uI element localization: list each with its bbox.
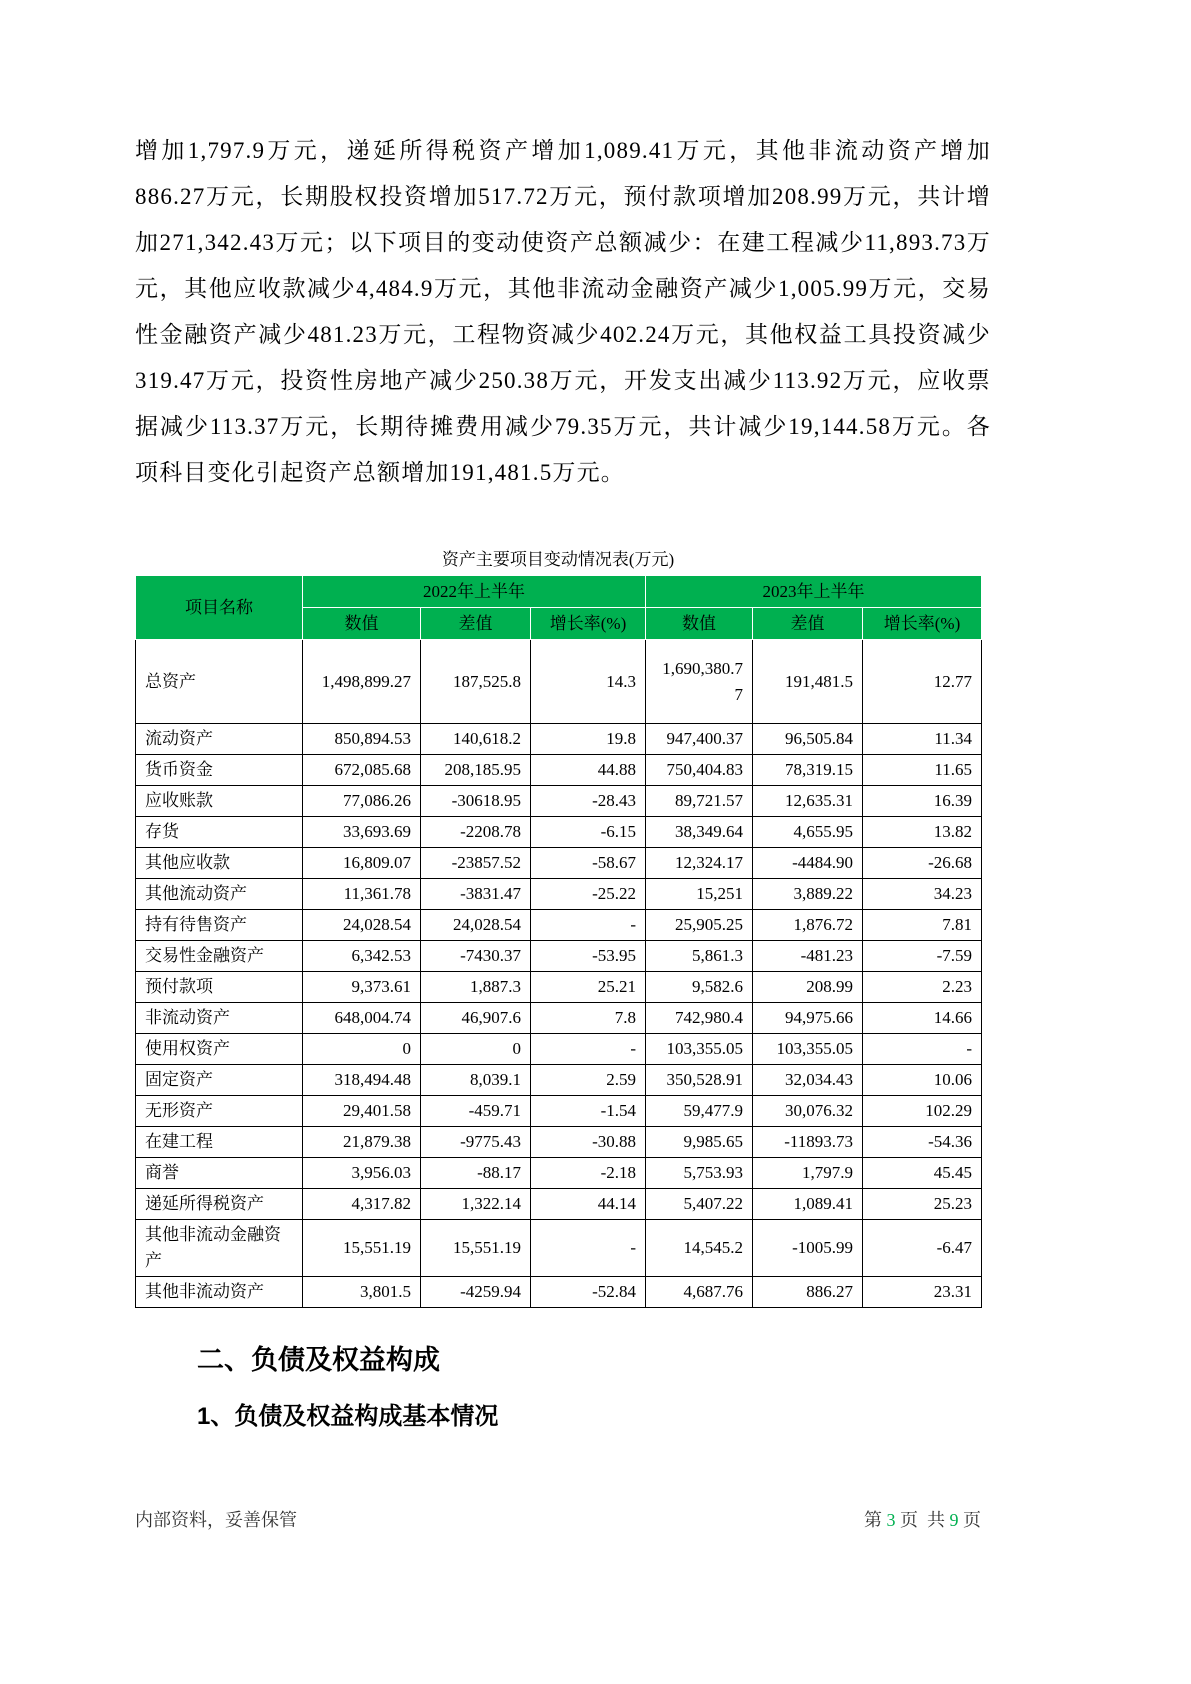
cell-value: 25,905.25 <box>646 910 753 941</box>
subsection-heading: 1、负债及权益构成基本情况 <box>197 1403 499 1430</box>
table-row <box>136 1277 982 1308</box>
cell-value: 648,004.74 <box>303 1003 421 1034</box>
cell-value: 14.3 <box>531 640 646 724</box>
cell-value: 742,980.4 <box>646 1003 753 1034</box>
page-number: 3 <box>886 1510 896 1530</box>
cell-value: 1,089.41 <box>753 1189 863 1220</box>
cell-value: 3,801.5 <box>303 1277 421 1308</box>
table-header <box>136 576 982 640</box>
cell-value: 9,582.6 <box>646 972 753 1003</box>
cell-value: -6.47 <box>863 1220 982 1277</box>
row-label: 其他非流动金融资产 <box>136 1220 303 1277</box>
table-header-row-groups <box>136 576 982 608</box>
cell-value: 318,494.48 <box>303 1065 421 1096</box>
cell-value: 886.27 <box>753 1277 863 1308</box>
row-label: 预付款项 <box>136 972 303 1003</box>
cell-value: 25.23 <box>863 1189 982 1220</box>
cell-value: 12,324.17 <box>646 848 753 879</box>
cell-value: 15,551.19 <box>303 1220 421 1277</box>
cell-value: 32,034.43 <box>753 1065 863 1096</box>
cell-value: -30618.95 <box>421 786 531 817</box>
cell-value: 7.81 <box>863 910 982 941</box>
cell-value: 2.59 <box>531 1065 646 1096</box>
cell-value: -26.68 <box>863 848 982 879</box>
cell-value: 13.82 <box>863 817 982 848</box>
cell-value: - <box>863 1034 982 1065</box>
cell-value: 1,322.14 <box>421 1189 531 1220</box>
row-label: 持有待售资产 <box>136 910 303 941</box>
page-indicator-mid: 页 共 <box>895 1510 950 1530</box>
table-row <box>136 1220 982 1277</box>
cell-value: 46,907.6 <box>421 1003 531 1034</box>
cell-value: 33,693.69 <box>303 817 421 848</box>
cell-value: 672,085.68 <box>303 755 421 786</box>
cell-value: -88.17 <box>421 1158 531 1189</box>
table-row <box>136 786 982 817</box>
cell-value: 29,401.58 <box>303 1096 421 1127</box>
cell-value: 34.23 <box>863 879 982 910</box>
cell-value: 103,355.05 <box>753 1034 863 1065</box>
cell-value: -4259.94 <box>421 1277 531 1308</box>
cell-value: 1,887.3 <box>421 972 531 1003</box>
table-row <box>136 879 982 910</box>
row-label: 存货 <box>136 817 303 848</box>
row-label: 无形资产 <box>136 1096 303 1127</box>
cell-value: 38,349.64 <box>646 817 753 848</box>
row-label: 总资产 <box>136 640 303 724</box>
table-row <box>136 1189 982 1220</box>
cell-value: -7430.37 <box>421 941 531 972</box>
cell-value: 78,319.15 <box>753 755 863 786</box>
cell-value: 208.99 <box>753 972 863 1003</box>
col-header-diff-2022: 差值 <box>421 608 531 640</box>
cell-value: - <box>531 1220 646 1277</box>
cell-value: 750,404.83 <box>646 755 753 786</box>
cell-value: -25.22 <box>531 879 646 910</box>
row-label: 交易性金融资产 <box>136 941 303 972</box>
col-header-diff-2023: 差值 <box>753 608 863 640</box>
cell-value: 6,342.53 <box>303 941 421 972</box>
cell-value: - <box>531 910 646 941</box>
cell-value: 16.39 <box>863 786 982 817</box>
table-row <box>136 1003 982 1034</box>
cell-value: 11,361.78 <box>303 879 421 910</box>
cell-value: 9,373.61 <box>303 972 421 1003</box>
cell-value: 44.14 <box>531 1189 646 1220</box>
cell-value: 14.66 <box>863 1003 982 1034</box>
cell-value: 187,525.8 <box>421 640 531 724</box>
table-row <box>136 640 982 724</box>
table-row <box>136 724 982 755</box>
cell-value: 14,545.2 <box>646 1220 753 1277</box>
cell-value: -28.43 <box>531 786 646 817</box>
cell-value: 1,498,899.27 <box>303 640 421 724</box>
col-header-item-name: 项目名称 <box>136 576 303 640</box>
col-header-value-2023: 数值 <box>646 608 753 640</box>
cell-value: -1.54 <box>531 1096 646 1127</box>
page-footer <box>135 1506 981 1532</box>
cell-value: 8,039.1 <box>421 1065 531 1096</box>
table-row <box>136 1034 982 1065</box>
row-label: 其他应收款 <box>136 848 303 879</box>
page-total: 9 <box>949 1510 959 1530</box>
cell-value: 191,481.5 <box>753 640 863 724</box>
row-label: 使用权资产 <box>136 1034 303 1065</box>
cell-value: 16,809.07 <box>303 848 421 879</box>
row-label: 其他非流动资产 <box>136 1277 303 1308</box>
cell-value: 1,797.9 <box>753 1158 863 1189</box>
cell-value: 10.06 <box>863 1065 982 1096</box>
row-label: 非流动资产 <box>136 1003 303 1034</box>
cell-value: 24,028.54 <box>421 910 531 941</box>
table-row <box>136 755 982 786</box>
cell-value: 4,317.82 <box>303 1189 421 1220</box>
cell-value: -52.84 <box>531 1277 646 1308</box>
cell-value: 5,861.3 <box>646 941 753 972</box>
cell-value: 102.29 <box>863 1096 982 1127</box>
col-header-value-2022: 数值 <box>303 608 421 640</box>
table-row <box>136 1158 982 1189</box>
cell-value: 4,655.95 <box>753 817 863 848</box>
cell-value: 350,528.91 <box>646 1065 753 1096</box>
table-row <box>136 972 982 1003</box>
row-label: 货币资金 <box>136 755 303 786</box>
cell-value: 11.34 <box>863 724 982 755</box>
cell-value: 15,251 <box>646 879 753 910</box>
cell-value: 44.88 <box>531 755 646 786</box>
cell-value: 12.77 <box>863 640 982 724</box>
cell-value: 0 <box>421 1034 531 1065</box>
cell-value: 103,355.05 <box>646 1034 753 1065</box>
cell-value: 3,889.22 <box>753 879 863 910</box>
cell-value: -30.88 <box>531 1127 646 1158</box>
col-group-2022: 2022年上半年 <box>303 576 646 608</box>
row-label: 商誉 <box>136 1158 303 1189</box>
table-row <box>136 941 982 972</box>
row-label: 在建工程 <box>136 1127 303 1158</box>
cell-value: -54.36 <box>863 1127 982 1158</box>
row-label: 其他流动资产 <box>136 879 303 910</box>
cell-value: -9775.43 <box>421 1127 531 1158</box>
table-row <box>136 817 982 848</box>
cell-value: -4484.90 <box>753 848 863 879</box>
cell-value: 30,076.32 <box>753 1096 863 1127</box>
table-row <box>136 910 982 941</box>
table-row <box>136 1096 982 1127</box>
page-indicator-post: 页 <box>958 1510 981 1530</box>
cell-value: -2.18 <box>531 1158 646 1189</box>
cell-value: -23857.52 <box>421 848 531 879</box>
cell-value: 94,975.66 <box>753 1003 863 1034</box>
cell-value: 45.45 <box>863 1158 982 1189</box>
col-header-growth-2023: 增长率(%) <box>863 608 982 640</box>
cell-value: -1005.99 <box>753 1220 863 1277</box>
cell-value: 24,028.54 <box>303 910 421 941</box>
cell-value: -3831.47 <box>421 879 531 910</box>
cell-value: 9,985.65 <box>646 1127 753 1158</box>
table-row <box>136 1065 982 1096</box>
cell-value: 7.8 <box>531 1003 646 1034</box>
cell-value: 19.8 <box>531 724 646 755</box>
cell-value: 77,086.26 <box>303 786 421 817</box>
cell-value: 23.31 <box>863 1277 982 1308</box>
cell-value: 3,956.03 <box>303 1158 421 1189</box>
col-group-2023: 2023年上半年 <box>646 576 982 608</box>
cell-value: 947,400.37 <box>646 724 753 755</box>
row-label: 应收账款 <box>136 786 303 817</box>
cell-value: 2.23 <box>863 972 982 1003</box>
cell-value: 0 <box>303 1034 421 1065</box>
cell-value: 89,721.57 <box>646 786 753 817</box>
footer-confidential-note: 内部资料，妥善保管 <box>135 1510 297 1530</box>
page-indicator-pre: 第 <box>864 1510 887 1530</box>
cell-value: 96,505.84 <box>753 724 863 755</box>
cell-value: -11893.73 <box>753 1127 863 1158</box>
asset-table-body <box>136 640 982 1308</box>
col-header-growth-2022: 增长率(%) <box>531 608 646 640</box>
cell-value: 11.65 <box>863 755 982 786</box>
row-label: 固定资产 <box>136 1065 303 1096</box>
table-row <box>136 1127 982 1158</box>
cell-value: 59,477.9 <box>646 1096 753 1127</box>
section-heading: 二、负债及权益构成 <box>197 1345 440 1375</box>
cell-value: 1,690,380.77 <box>646 640 753 724</box>
cell-value: 850,894.53 <box>303 724 421 755</box>
body-paragraph: 增加1,797.9万元，递延所得税资产增加1,089.41万元，其他非流动资产增加886.27万元，长期股权投资增加517.72万元，预付款项增加208.99万元，共计增加271,342.43万元；以下项目的变动使资产总额减少：在建工程减少11,893.73万元，其他应收款减少4,484.9万元，其他非流动金融资产减少1,005.99万元，交易性金融资产减少481.23万元，工程物资减少402.24万元，其他权益工具投资减少319.47万元，投资性房地产减少250.38万元，开发支出减少113.92万元，应收票据减少113.37万元，长期待摊费用减少79.35万元，共计减少19,144.58万元。各项科目变化引起资产总额增加191,481.5万元。 <box>135 138 991 485</box>
cell-value: -459.71 <box>421 1096 531 1127</box>
cell-value: 12,635.31 <box>753 786 863 817</box>
asset-change-table <box>135 575 982 1308</box>
cell-value: 15,551.19 <box>421 1220 531 1277</box>
row-label: 流动资产 <box>136 724 303 755</box>
cell-value: -58.67 <box>531 848 646 879</box>
table-row <box>136 848 982 879</box>
cell-value: 140,618.2 <box>421 724 531 755</box>
page-indicator <box>864 1506 981 1532</box>
cell-value: 5,407.22 <box>646 1189 753 1220</box>
cell-value: -481.23 <box>753 941 863 972</box>
cell-value: 25.21 <box>531 972 646 1003</box>
cell-value: -53.95 <box>531 941 646 972</box>
cell-value: 208,185.95 <box>421 755 531 786</box>
row-label: 递延所得税资产 <box>136 1189 303 1220</box>
cell-value: 4,687.76 <box>646 1277 753 1308</box>
cell-value: -7.59 <box>863 941 982 972</box>
cell-value: - <box>531 1034 646 1065</box>
cell-value: -6.15 <box>531 817 646 848</box>
cell-value: 1,876.72 <box>753 910 863 941</box>
cell-value: -2208.78 <box>421 817 531 848</box>
cell-value: 21,879.38 <box>303 1127 421 1158</box>
cell-value: 5,753.93 <box>646 1158 753 1189</box>
table-title: 资产主要项目变动情况表(万元) <box>441 550 675 569</box>
